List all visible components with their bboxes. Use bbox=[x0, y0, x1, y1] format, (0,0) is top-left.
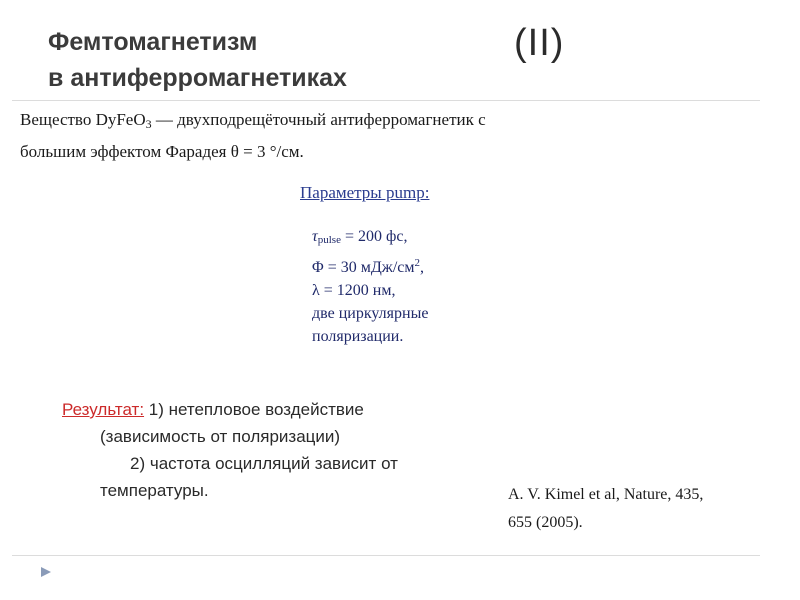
param-fluence bbox=[312, 252, 512, 279]
footer-divider bbox=[12, 555, 760, 556]
intro-text bbox=[20, 106, 670, 166]
param-polarization-1: две циркулярные bbox=[312, 305, 429, 322]
result-line-1 bbox=[62, 396, 482, 423]
header-divider bbox=[12, 100, 760, 101]
params-list bbox=[312, 225, 512, 348]
intro-line-1-start: Вещество DyFeO bbox=[20, 110, 146, 129]
result-line-2: (зависимость от поляризации) bbox=[100, 427, 341, 446]
fluence-value: Φ = 30 мДж/см bbox=[312, 259, 415, 276]
result-item-1: 1) нетепловое воздействие bbox=[144, 400, 364, 419]
slide-title bbox=[48, 24, 347, 96]
title-line-1: Фемтомагнетизм bbox=[48, 28, 258, 56]
params-heading: Параметры pump: bbox=[300, 183, 430, 202]
param-pulse-duration bbox=[312, 225, 512, 252]
intro-line-1-end: — двухподрещёточный антиферромагнетик с bbox=[151, 110, 486, 129]
citation bbox=[508, 481, 768, 537]
fluence-comma: , bbox=[419, 259, 424, 276]
tau-value: = 200 фс, bbox=[340, 228, 408, 245]
result-line-3: 2) частота осцилляций зависит от bbox=[130, 454, 398, 473]
slide-number: (II) bbox=[514, 22, 565, 64]
param-wavelength: λ = 1200 нм, bbox=[312, 282, 396, 299]
result-line-4: температуры. bbox=[100, 481, 209, 500]
title-line-2: в антиферромагнетиках bbox=[48, 64, 347, 92]
play-triangle-icon[interactable] bbox=[40, 566, 52, 578]
param-polarization-2: поляризации. bbox=[312, 328, 404, 345]
intro-line-2: большим эффектом Фарадея θ = 3 °/см. bbox=[20, 142, 304, 161]
citation-line-2: 655 (2005). bbox=[508, 514, 583, 531]
play-triangle-shape bbox=[41, 567, 51, 577]
result-block bbox=[62, 396, 482, 504]
tau-subscript: pulse bbox=[317, 234, 341, 246]
tau-symbol: τ bbox=[312, 228, 318, 245]
formula-subscript: 3 bbox=[145, 117, 152, 131]
citation-line-1: A. V. Kimel et al, Nature, 435, bbox=[508, 486, 704, 503]
result-label: Результат: bbox=[62, 400, 145, 419]
intro-line-1 bbox=[20, 106, 670, 138]
fluence-superscript: 2 bbox=[414, 257, 420, 269]
